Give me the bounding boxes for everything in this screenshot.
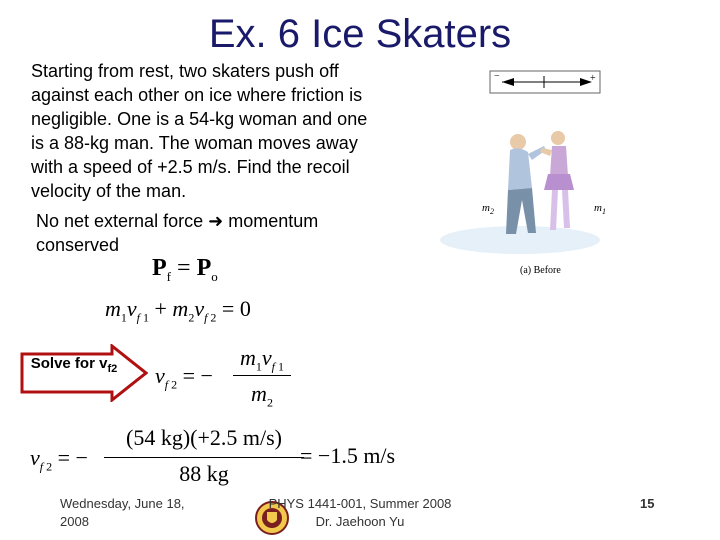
arrow-icon: ➜ xyxy=(208,211,224,231)
skaters-figure xyxy=(440,68,610,280)
footer-date: Wednesday, June 18, 2008 xyxy=(60,496,185,529)
equation-rhs-zero: 0 xyxy=(239,296,251,321)
result-value: = −1.5 m/s xyxy=(300,443,396,468)
problem-text: Starting from rest, two skaters push off against each other on ice where friction is negligible. One is a 54-kg woman and one is a 88-kg man. The woman moves away with a speed of +2.5 m/s. Find the recoil velocity of the man. xyxy=(31,61,368,201)
note-prefix: No net external force xyxy=(36,211,204,231)
axis-minus-label: − xyxy=(494,71,500,82)
momentum-note xyxy=(36,209,396,257)
label-m2: $m_2$ xyxy=(482,202,494,217)
equation-momentum-conservation: $P_f = P_o$ xyxy=(152,255,218,284)
axis-plus-label: + xyxy=(590,73,596,84)
label-m1: $m_1$ xyxy=(594,202,606,217)
slide-title: Ex. 6 Ice Skaters xyxy=(208,12,512,56)
page-number: 15 xyxy=(640,496,655,511)
equation-momentum-sum: $m_1v_{f 1} + m_2v_{f 2} = 0$ xyxy=(105,296,251,325)
figure-caption: (a) Before xyxy=(520,265,561,276)
footer-course: PHYS 1441-001, Summer 2008 Dr. Jaehoon Yu xyxy=(268,496,452,529)
solve-label: Solve for $v_{f2}$ xyxy=(30,355,118,375)
note-suffix: momentum conserved xyxy=(36,211,319,255)
